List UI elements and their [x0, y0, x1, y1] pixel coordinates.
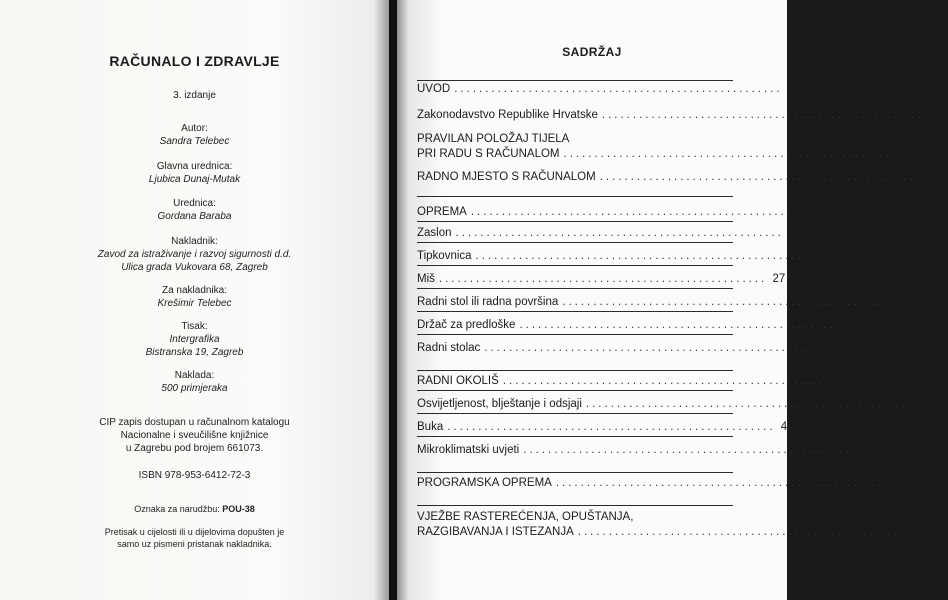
toc-leader-dots: .....................................................: [454, 83, 783, 95]
credit-role: Za nakladnika:: [161, 285, 228, 296]
toc-entry-label: PROGRAMSKA OPREMA: [417, 477, 552, 489]
toc-entry: [417, 476, 903, 491]
toc-entry-label: Zaslon: [417, 227, 452, 239]
credit-name: Gordana Baraba: [157, 211, 232, 222]
toc-page-number: 13: [804, 206, 818, 218]
toc-entry-label: Osvijetljenost, blještanje i odsjaji: [417, 398, 582, 410]
toc-divider: [417, 265, 733, 266]
toc-entry-label: Mikroklimatski uvjeti: [417, 444, 520, 456]
toc-entry-label: VJEŽBE RASTEREĆENJA, OPUŠTANJA,: [417, 511, 634, 523]
cip-record: [0, 416, 389, 455]
toc-entry: [417, 318, 866, 333]
toc-page-number: 49: [780, 421, 794, 433]
toc-entry: [417, 132, 910, 162]
toc-divider: [417, 196, 733, 197]
copyright-line: samo uz pismeni pristanak nakladnika.: [117, 539, 272, 549]
toc-entry-label: PRAVILAN POLOŽAJ TIJELA: [417, 133, 570, 145]
toc-entry-label: Držač za predloške: [417, 319, 516, 331]
toc-entry-label: Zakonodavstvo Republike Hrvatske: [417, 109, 598, 121]
credit-address: Bistranska 19, Zagreb: [145, 347, 244, 358]
credit-role: Autor:: [181, 123, 208, 134]
toc-page-number: 20: [809, 250, 822, 262]
credit-name: 500 primjeraka: [161, 383, 228, 394]
toc-leader-dots: .....................................................: [475, 250, 804, 262]
toc-entry-label-continued: PRI RADU S RAČUNALOM: [417, 148, 560, 160]
toc-page-number: 36: [852, 319, 866, 331]
toc-leader-dots: .....................................................: [484, 342, 813, 354]
cip-line: u Zagrebu pod brojem 661073.: [125, 443, 264, 454]
toc-page-number: 7: [941, 109, 948, 121]
toc-divider: [417, 505, 733, 506]
toc-leader-dots: .....................................................: [447, 421, 776, 433]
credit-name: Ljubica Dunaj-Mutak: [148, 174, 241, 185]
credit-name: Sandra Telebec: [159, 136, 230, 147]
credit-publisher: [0, 235, 389, 274]
credit-printing: [0, 320, 389, 359]
toc-leader-dots: .....................................................: [438, 273, 768, 285]
credit-role: Nakladnik:: [171, 236, 218, 247]
toc-page-number: 5: [794, 83, 801, 95]
credit-for-publisher: [0, 284, 389, 310]
toc-divider: [417, 390, 733, 391]
edition: 3. izdanje: [173, 90, 216, 101]
toc-leader-dots: .....................................................: [502, 375, 832, 387]
order-code: [0, 503, 389, 516]
cip-line: Nacionalne i sveučilišne knjižnice: [120, 430, 269, 441]
toc-page-number: 27: [772, 273, 786, 285]
toc-entry: [417, 108, 948, 123]
toc-page-number: 57: [911, 526, 925, 538]
credit-address: Ulica grada Vukovara 68, Zagreb: [121, 262, 268, 273]
toc-divider: [417, 80, 733, 81]
toc-entry-label: Radni stol ili radna površina: [417, 296, 559, 308]
toc-divider: [417, 413, 733, 414]
toc-leader-dots: .....................................................: [470, 206, 800, 218]
toc-entry: [417, 295, 909, 310]
toc-divider: [417, 472, 733, 473]
credit-role: Glavna urednica:: [156, 161, 233, 172]
toc-divider: [417, 436, 733, 437]
toc-leader-dots: .....................................................: [585, 398, 915, 410]
toc-page-number: 47: [919, 398, 933, 410]
toc-page-number: 51: [856, 444, 870, 456]
toc-entry-label: OPREMA: [417, 206, 467, 218]
toc-page-number: 13: [789, 227, 802, 239]
toc-leader-dots: .....................................................: [562, 296, 891, 308]
toc-leader-dots: .....................................................: [519, 319, 848, 331]
toc-divider: [417, 288, 733, 289]
credit-name: Zavod za istraživanje i razvoj sigurnosti d.d.: [97, 249, 292, 260]
toc-entry: [417, 420, 794, 435]
toc-entry: [417, 374, 850, 389]
toc-page-number: 30: [895, 296, 909, 308]
toc-leader-dots: .....................................................: [601, 109, 931, 121]
credit-role: Urednica:: [173, 198, 216, 209]
toc-page-number: 55: [889, 477, 903, 489]
toc-entry: [417, 226, 802, 241]
copyright-line: Pretisak u cijelosti ili u dijelovima dopušten je: [104, 527, 285, 537]
toc-page-number: 37: [817, 342, 831, 354]
toc-entry: [417, 170, 947, 185]
book-title: RAČUNALO I ZDRAVLJE: [109, 53, 280, 69]
toc-entry: [417, 249, 822, 264]
cip-line: CIP zapis dostupan u računalnom katalogu: [99, 417, 290, 428]
credit-name: Krešimir Telebec: [157, 298, 232, 309]
credit-chief-editor: [0, 160, 389, 186]
copyright-notice: [0, 526, 389, 550]
toc-entry: [417, 205, 818, 220]
toc-entry: [417, 397, 933, 412]
credit-print-run: [0, 369, 389, 395]
toc-entry: [417, 443, 870, 458]
credit-role: Tisak:: [181, 321, 208, 332]
toc-entry: [417, 341, 831, 356]
toc-entry: [417, 272, 786, 287]
toc-entry-label: Tipkovnica: [417, 250, 472, 262]
toc-leader-dots: .....................................................: [563, 148, 892, 160]
toc-entry-label: RADNI OKOLIŠ: [417, 375, 499, 387]
toc-entry-label: Miš: [417, 273, 435, 285]
toc-entry: [417, 510, 925, 540]
toc-divider: [417, 334, 733, 335]
credit-editor: [0, 197, 389, 223]
toc-entry-label-continued: RAZGIBAVANJA I ISTEZANJA: [417, 526, 574, 538]
toc-leader-dots: .....................................................: [577, 526, 907, 538]
toc-divider: [417, 221, 733, 222]
toc-heading: SADRŽAJ: [562, 45, 622, 59]
toc-entry-label: Radni stolac: [417, 342, 481, 354]
toc-leader-dots: .....................................................: [599, 171, 929, 183]
credit-name: Intergrafika: [169, 334, 220, 345]
toc-leader-dots: .....................................................: [523, 444, 852, 456]
order-label: Oznaka za narudžbu:: [134, 504, 220, 514]
toc-page-number: 9: [903, 148, 910, 160]
credit-role: Naklada:: [174, 370, 215, 381]
toc-divider: [417, 242, 733, 243]
toc-entry-label: Buka: [417, 421, 444, 433]
order-value: POU-38: [222, 504, 255, 514]
book-gutter: [389, 0, 397, 600]
toc-entry-label: RADNO MJESTO S RAČUNALOM: [417, 171, 596, 183]
toc-page-number: 47: [836, 375, 850, 387]
toc-divider: [417, 370, 733, 371]
toc-page-number: 11: [934, 171, 947, 183]
toc-leader-dots: .....................................................: [455, 227, 784, 239]
credit-author: [0, 122, 389, 148]
toc-leader-dots: .....................................................: [555, 477, 885, 489]
toc-entry-label: UVOD: [417, 83, 451, 95]
toc-divider: [417, 311, 733, 312]
isbn: ISBN 978-953-6412-72-3: [138, 470, 251, 481]
toc-entry: [417, 82, 801, 97]
